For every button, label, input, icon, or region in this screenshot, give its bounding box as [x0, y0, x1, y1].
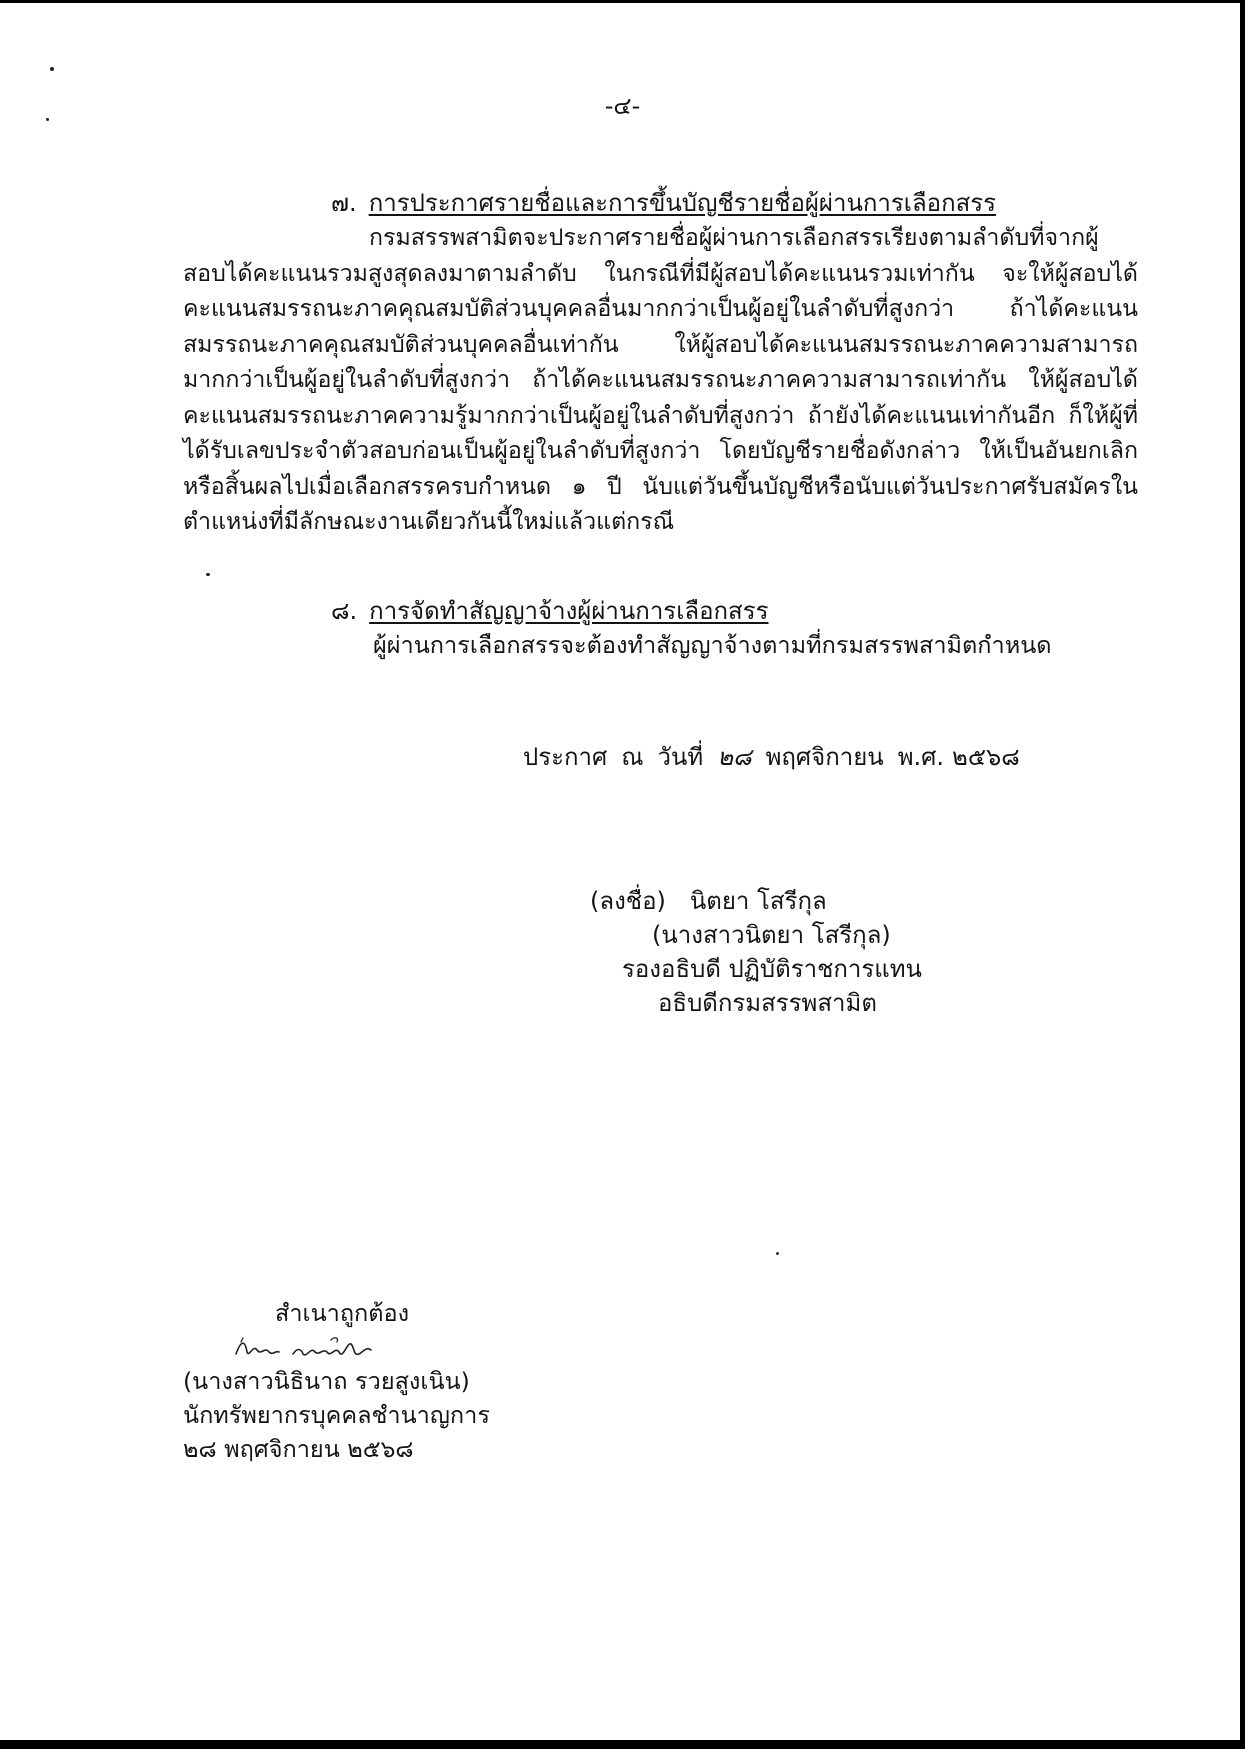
scan-speck: [776, 1252, 779, 1255]
section-8-body: ผู้ผ่านการเลือกสรรจะต้องทำสัญญาจ้างตามที่กรมสรรพสามิตกำหนด: [373, 631, 1052, 659]
section-7-body: กรมสรรพสามิตจะประกาศรายชื่อผู้ผ่านการเลือกสรรเรียงตามลำดับที่จากผู้สอบได้คะแนนรวมสูงสุดลงมาตามลำดับ ในกรณีที่มีผู้สอบได้คะแนนรวมเท่ากัน จะให้ผู้สอบได้คะแนนสมรรถนะภาคคุณสมบัติส่วนบุคคลอื่นมากกว่าเป็นผู้อยู่ในลำดับที่สูงกว่า ถ้าได้คะแนนสมรรถนะภาคคุณสมบัติส่วนบุคคลอื่นเท่ากัน ให้ผู้สอบได้คะแนนสมรรถนะภาคความสามารถมากกว่าเป็นผู้อยู่ในลำดับที่สูงกว่า ถ้าได้คะแนนสมรรถนะภาคความสามารถเท่ากัน ให้ผู้สอบได้คะแนนสมรรถนะภาคความรู้มากกว่าเป็นผู้อยู่ในลำดับที่สูงกว่า ถ้ายังได้คะแนนเท่ากันอีก ก็ให้ผู้ที่ได้รับเลขประจำตัวสอบก่อนเป็นผู้อยู่ในลำดับที่สูงกว่า โดยบัญชีรายชื่อดังกล่าว ให้เป็นอันยกเลิกหรือสิ้นผลไปเมื่อเลือกสรรครบกำหนด ๑ ปี นับแต่วันขึ้นบัญชีหรือนับแต่วันประกาศรับสมัครในตำแหน่งที่มีลักษณะงานเดียวกันนี้ใหม่แล้วแต่กรณี: [183, 224, 1138, 535]
scan-speck: [50, 67, 54, 71]
announcement-year-label: พ.ศ.: [897, 743, 945, 771]
page-number: -๔-: [604, 92, 641, 120]
handwritten-signature: [231, 1330, 603, 1364]
section-7-title: การประกาศรายชื่อและการขึ้นบัญชีรายชื่อผู้ผ่านการเลือกสรร: [368, 189, 997, 217]
announcement-day-label: วันที่: [657, 743, 704, 771]
announcement-prefix: ประกาศ: [523, 743, 608, 771]
announcement-year: ๒๕๖๘: [952, 743, 1020, 771]
signature-block: [590, 884, 990, 1020]
signed-name: นิตยา โสรีกุล: [689, 887, 827, 915]
signer-position-2: อธิบดีกรมสรรพสามิต: [658, 989, 877, 1017]
handwritten-signature-icon: [231, 1330, 451, 1364]
section-7-number: ๗.: [331, 189, 357, 217]
announcement-day: ๒๘: [717, 743, 752, 771]
signature-label: (ลงชื่อ): [590, 887, 666, 915]
section-8-title: การจัดทำสัญญาจ้างผู้ผ่านการเลือกสรร: [369, 597, 769, 625]
signer-position-1: รองอธิบดี ปฏิบัติราชการแทน: [622, 955, 922, 983]
announcement-at: ณ: [621, 743, 644, 771]
section-8-number: ๘.: [331, 597, 358, 625]
certifier-position: นักทรัพยากรบุคคลชำนาญการ: [183, 1401, 490, 1429]
announcement-month: พฤศจิกายน: [765, 743, 884, 771]
scan-speck: [206, 573, 210, 576]
announcement-date: [523, 740, 1034, 774]
section-7: [183, 186, 1138, 540]
certified-copy-title: สำเนาถูกต้อง: [275, 1299, 410, 1327]
section-8-heading: [331, 594, 1138, 628]
certifier-name: (นางสาวนิธินาถ รวยสูงเนิน): [183, 1367, 470, 1395]
section-7-heading: [331, 186, 1138, 220]
certified-copy-block: [183, 1296, 603, 1466]
certified-date: ๒๘ พฤศจิกายน ๒๕๖๘: [183, 1435, 414, 1463]
section-8: [183, 594, 1138, 662]
signature-line: [590, 884, 990, 918]
signer-full-name: (นางสาวนิตยา โสรีกุล): [652, 921, 891, 949]
